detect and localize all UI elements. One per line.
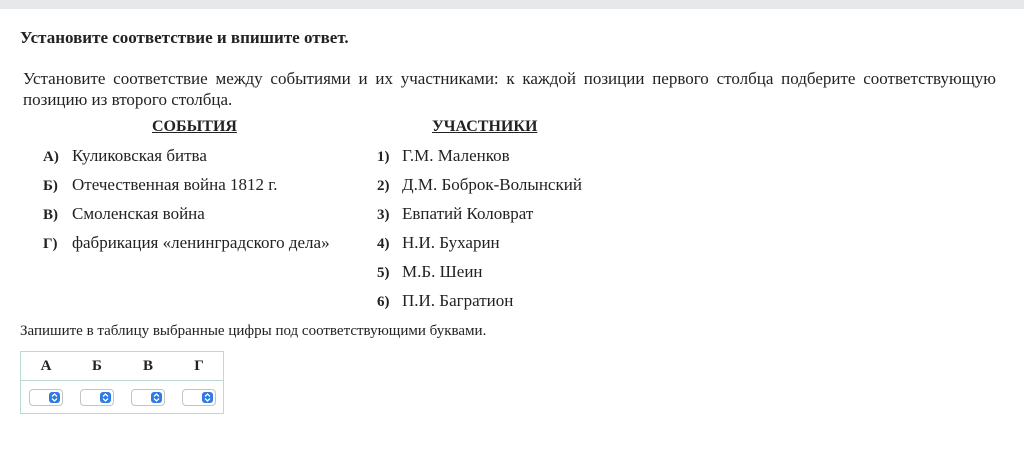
events-column-header: СОБЫТИЯ bbox=[152, 118, 237, 135]
answer-select-g[interactable] bbox=[182, 389, 216, 406]
participant-key: 3) bbox=[377, 207, 390, 223]
task-title: Установите соответствие и впишите ответ. bbox=[20, 28, 349, 47]
participant-item-4 bbox=[377, 233, 500, 253]
answer-table bbox=[20, 351, 224, 414]
participant-label: Д.М. Боброк-Волынский bbox=[402, 175, 582, 194]
event-label: Смоленская война bbox=[72, 204, 205, 223]
participant-label: П.И. Багратион bbox=[402, 291, 514, 310]
participant-key: 1) bbox=[377, 149, 390, 165]
participant-label: Г.М. Маленков bbox=[402, 146, 510, 165]
event-item-v bbox=[43, 204, 205, 224]
event-item-b bbox=[43, 175, 278, 195]
participants-column-header: УЧАСТНИКИ bbox=[432, 118, 538, 135]
participant-label: Н.И. Бухарин bbox=[402, 233, 500, 252]
answer-select-b[interactable] bbox=[80, 389, 114, 406]
answer-select-a[interactable] bbox=[29, 389, 63, 406]
top-bar bbox=[0, 0, 1024, 9]
event-key: А) bbox=[43, 149, 59, 165]
task-text: Установите соответствие между событиями и их участниками: к каждой позиции первого столбца подберите соответствующую позицию из второго столбца. bbox=[23, 69, 996, 109]
event-key: Б) bbox=[43, 178, 58, 194]
event-label: Куликовская битва bbox=[72, 146, 207, 165]
answer-table-header bbox=[21, 352, 223, 381]
participant-item-2 bbox=[377, 175, 582, 195]
participant-key: 4) bbox=[377, 236, 390, 252]
updown-chevron-icon bbox=[202, 392, 213, 403]
participant-label: М.Б. Шеин bbox=[402, 262, 483, 281]
participant-label: Евпатий Коловрат bbox=[402, 204, 534, 223]
updown-chevron-icon bbox=[100, 392, 111, 403]
answer-header-v: В bbox=[142, 358, 153, 374]
answer-select-v[interactable] bbox=[131, 389, 165, 406]
event-key: В) bbox=[43, 207, 58, 223]
updown-chevron-icon bbox=[49, 392, 60, 403]
event-key: Г) bbox=[43, 236, 58, 252]
answer-header-b: Б bbox=[92, 358, 102, 374]
participant-item-1 bbox=[377, 146, 510, 166]
participant-key: 5) bbox=[377, 265, 390, 281]
event-label: фабрикация «ленинградского дела» bbox=[72, 233, 330, 252]
participant-key: 2) bbox=[377, 178, 390, 194]
answer-header-g: Г bbox=[194, 358, 204, 374]
event-item-g bbox=[43, 233, 330, 253]
participant-item-3 bbox=[377, 204, 533, 224]
answer-instruction: Запишите в таблицу выбранные цифры под соответствующими буквами. bbox=[20, 323, 487, 339]
answer-header-a: А bbox=[40, 358, 52, 374]
participant-item-6 bbox=[377, 291, 513, 311]
event-label: Отечественная война 1812 г. bbox=[72, 175, 278, 194]
event-item-a bbox=[43, 146, 207, 166]
participant-item-5 bbox=[377, 262, 483, 282]
updown-chevron-icon bbox=[151, 392, 162, 403]
participant-key: 6) bbox=[377, 294, 390, 310]
